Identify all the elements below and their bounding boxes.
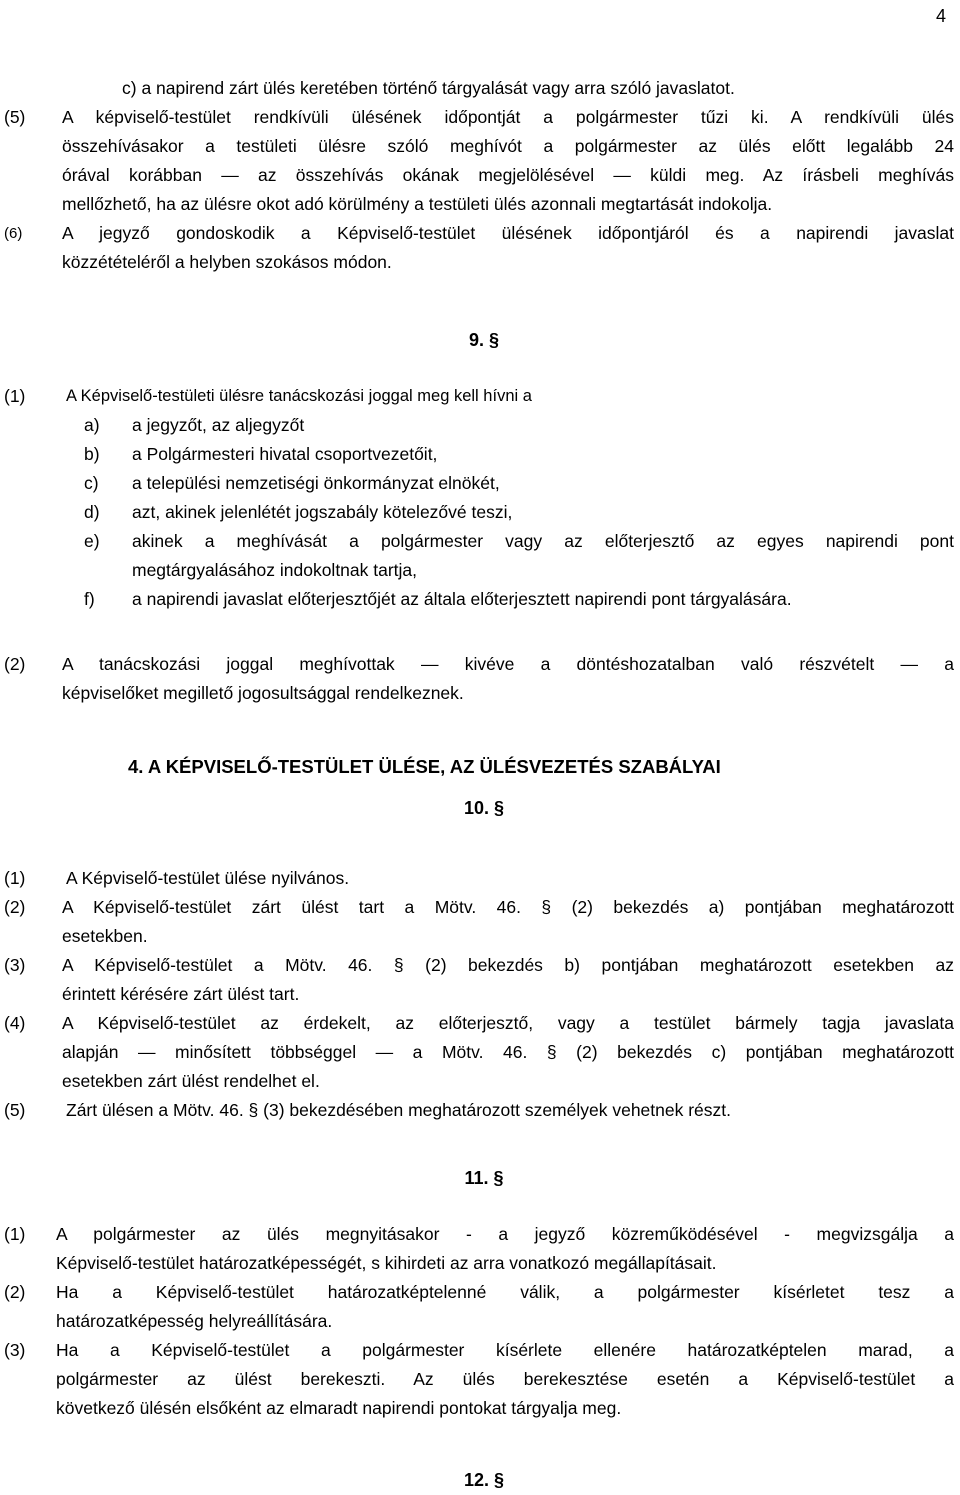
paragraph-text: alapján — minősített többséggel — a Mötv. 46. § (2) bekezdés c) pontjában meghatározott bbox=[62, 1042, 954, 1062]
section-heading: 10. § bbox=[463, 798, 505, 818]
list-item bbox=[0, 585, 960, 614]
paragraph-3 bbox=[0, 951, 960, 980]
paragraph-text: A Képviselő-testület a Mötv. 46. § (2) bekezdés b) pontjában meghatározott esetekben az bbox=[62, 955, 954, 975]
item-text: azt, akinek jelenlétét jogszabály kötelezővé teszi, bbox=[132, 502, 513, 522]
paragraph-label: (1) bbox=[4, 386, 26, 406]
paragraph-text: esetekben. bbox=[62, 926, 148, 946]
paragraph-text: összehívásakor a testületi ülésre szóló meghívót a polgármester az ülés előtt legalább 24 bbox=[62, 136, 954, 156]
item-text: a Polgármesteri hivatal csoportvezetőit, bbox=[132, 444, 438, 464]
section-11 bbox=[0, 1220, 960, 1423]
paragraph-text: következő ülésén elsőként az elmaradt napirendi pontokat tárgyalja meg. bbox=[56, 1398, 622, 1418]
list-item bbox=[0, 469, 960, 498]
paragraph-text: képviselőket megillető jogosultsággal rendelkeznek. bbox=[62, 683, 464, 703]
paragraph-text: órával korábban — az összehívás okának megjelölésével — küldi meg. Az írásbeli meghívás bbox=[62, 165, 954, 185]
section-9-paragraph-2 bbox=[0, 650, 960, 708]
paragraph-text: közzétételéről a helyben szokásos módon. bbox=[62, 252, 392, 272]
paragraph-text: Ha a Képviselő-testület határozatképtelenné válik, a polgármester kísérletet tesz a bbox=[56, 1282, 954, 1302]
list-item bbox=[0, 498, 960, 527]
paragraph-6 bbox=[0, 219, 960, 248]
paragraph-5 bbox=[0, 1096, 960, 1125]
item-label: c) bbox=[84, 473, 99, 493]
page-number: 4 bbox=[935, 6, 946, 26]
paragraph-text: határozatképesség helyreállítására. bbox=[56, 1311, 333, 1331]
section-heading: 9. § bbox=[468, 330, 500, 350]
paragraph-label: (2) bbox=[4, 1282, 26, 1302]
paragraph-2 bbox=[0, 893, 960, 922]
section-10 bbox=[0, 864, 960, 1125]
paragraph-text: polgármester az ülést berekeszti. Az ülés berekesztése esetén a Képviselő-testület a bbox=[56, 1369, 954, 1389]
section-8-continuation bbox=[0, 74, 960, 277]
list-item bbox=[0, 411, 960, 440]
paragraph-label: (3) bbox=[4, 1340, 26, 1360]
paragraph-label: (2) bbox=[4, 654, 26, 674]
item-label: e) bbox=[84, 531, 100, 551]
item-text: akinek a meghívását a polgármester vagy az előterjesztő az egyes napirendi pont bbox=[132, 531, 954, 551]
section-heading: 11. § bbox=[464, 1168, 504, 1188]
item-label: f) bbox=[84, 589, 95, 609]
paragraph-text: A polgármester az ülés megnyitásakor - a jegyző közreműködésével - megvizsgálja a bbox=[56, 1224, 954, 1244]
list-item bbox=[0, 440, 960, 469]
paragraph-label: (6) bbox=[4, 225, 23, 242]
paragraph-text: A Képviselő-testületi ülésre tanácskozási joggal meg kell hívni a bbox=[66, 387, 532, 405]
paragraph-3 bbox=[0, 1336, 960, 1365]
paragraph-label: (4) bbox=[4, 1013, 26, 1033]
paragraph-label: (3) bbox=[4, 955, 26, 975]
paragraph-label: (1) bbox=[4, 868, 26, 888]
paragraph-2 bbox=[0, 650, 960, 679]
item-c-line: c) a napirend zárt ülés keretében történő tárgyalását vagy arra szóló javaslatot. bbox=[122, 78, 735, 98]
item-text: megtárgyalásához indokoltnak tartja, bbox=[132, 560, 418, 580]
item-label: d) bbox=[84, 502, 100, 522]
paragraph-text: A Képviselő-testület ülése nyilvános. bbox=[66, 868, 350, 888]
list-item bbox=[0, 527, 960, 556]
paragraph-1 bbox=[0, 382, 960, 411]
item-text: a települési nemzetiségi önkormányzat elnökét, bbox=[132, 473, 500, 493]
item-text: a napirendi javaslat előterjesztőjét az általa előterjesztett napirendi pont tárgyalására. bbox=[132, 589, 792, 609]
paragraph-text: A képviselő-testület rendkívüli ülésének időpontját a polgármester tűzi ki. A rendkívüli ülés bbox=[62, 107, 954, 127]
paragraph-text: esetekben zárt ülést rendelhet el. bbox=[62, 1071, 320, 1091]
paragraph-label: (1) bbox=[4, 1224, 26, 1244]
paragraph-label: (2) bbox=[4, 897, 26, 917]
section-heading: 12. § bbox=[463, 1470, 505, 1490]
item-label: a) bbox=[84, 415, 100, 435]
paragraph-text: A jegyző gondoskodik a Képviselő-testület ülésének időpontjáról és a napirendi javaslat bbox=[62, 223, 954, 243]
item-text: a jegyzőt, az aljegyzőt bbox=[132, 415, 305, 435]
paragraph-text: mellőzhető, ha az ülésre okot adó körülmény a testületi ülés azonnali megtartását indokolja. bbox=[62, 194, 773, 214]
paragraph-5 bbox=[0, 103, 960, 132]
paragraph-label: (5) bbox=[4, 107, 26, 127]
paragraph-text: Zárt ülésen a Mötv. 46. § (3) bekezdésében meghatározott személyek vehetnek részt. bbox=[66, 1100, 732, 1120]
paragraph-label: (5) bbox=[4, 1100, 26, 1120]
paragraph-text: A tanácskozási joggal meghívottak — kivéve a döntéshozatalban való részvételt — a bbox=[62, 654, 954, 674]
paragraph-text: Ha a Képviselő-testület a polgármester kísérlete ellenére határozatképtelen marad, a bbox=[56, 1340, 954, 1360]
paragraph-1 bbox=[0, 864, 960, 893]
paragraph-text: érintett kérésére zárt ülést tart. bbox=[62, 984, 300, 1004]
paragraph-text: A Képviselő-testület zárt ülést tart a Mötv. 46. § (2) bekezdés a) pontjában meghatározott bbox=[62, 897, 954, 917]
paragraph-2 bbox=[0, 1278, 960, 1307]
paragraph-4 bbox=[0, 1009, 960, 1038]
paragraph-1 bbox=[0, 1220, 960, 1249]
paragraph-text: Képviselő-testület határozatképességét, s kihirdeti az arra vonatkozó megállapításait. bbox=[56, 1253, 717, 1273]
item-label: b) bbox=[84, 444, 100, 464]
chapter-title bbox=[0, 752, 960, 782]
section-9 bbox=[0, 382, 960, 614]
paragraph-text: A Képviselő-testület az érdekelt, az előterjesztő, vagy a testület bármely tagja javaslata bbox=[62, 1013, 954, 1033]
chapter-title-text: 4. A KÉPVISELŐ-TESTÜLET ÜLÉSE, AZ ÜLÉSVEZETÉS SZABÁLYAI bbox=[128, 756, 721, 777]
